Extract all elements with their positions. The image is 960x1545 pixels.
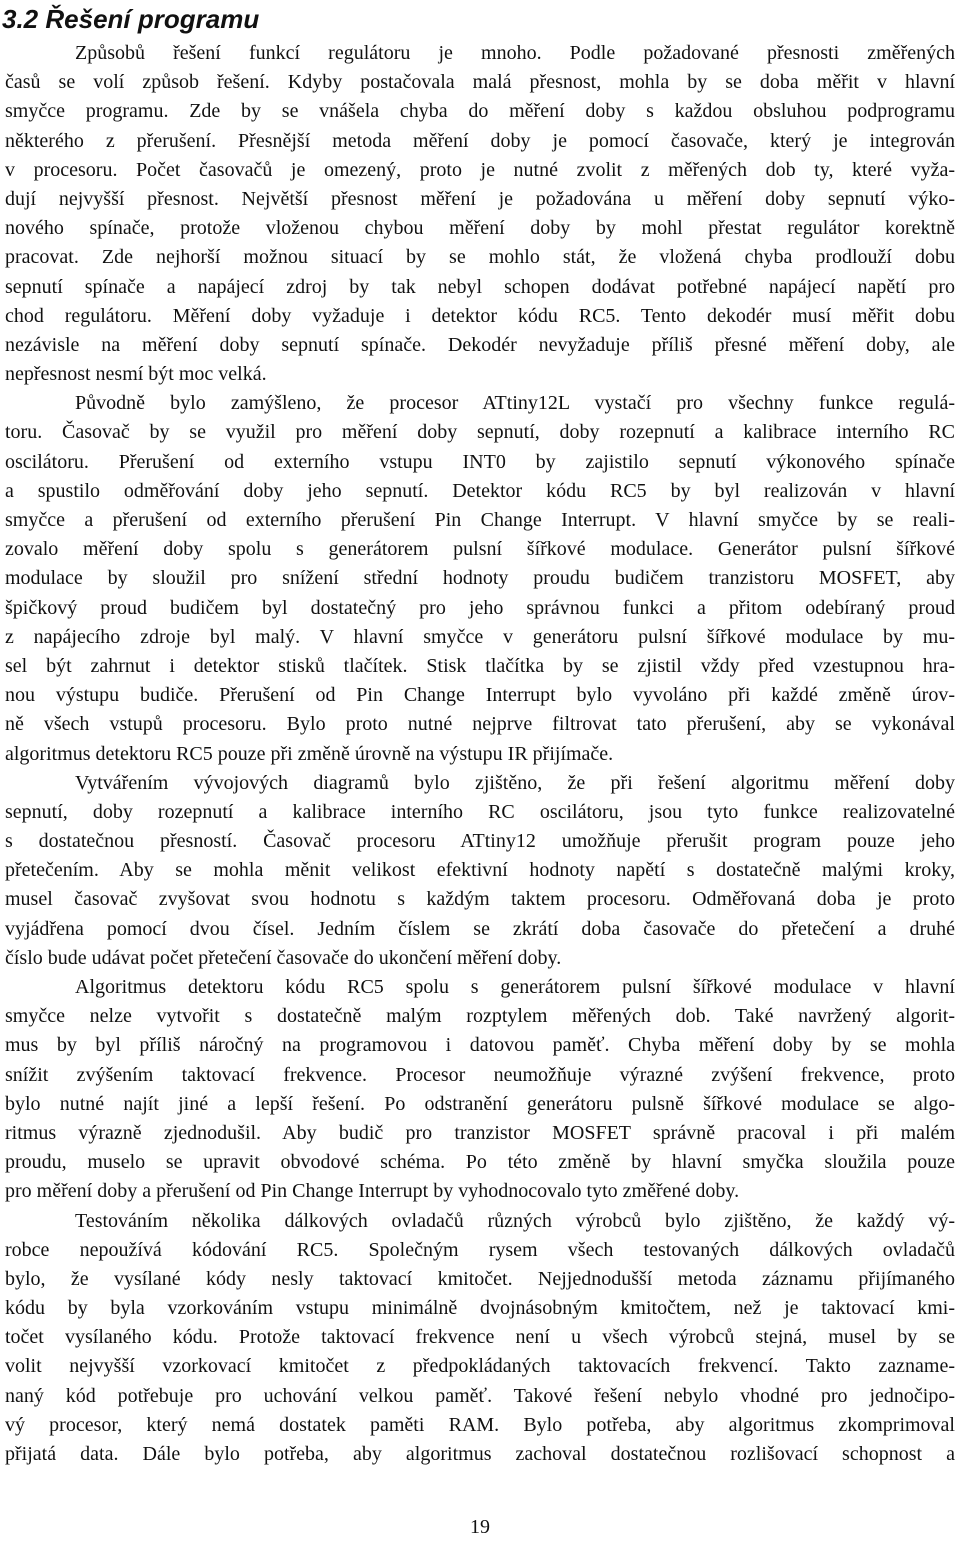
text-line: pro měření doby a přerušení od Pin Change Interrupt by vyhodnocovalo tyto změřené doby. — [5, 1180, 740, 1203]
text-line: snížit zvýšením taktovací frekvence. Procesor neumožňuje výrazné zvýšení frekvence, proto — [5, 1063, 955, 1086]
paragraph — [5, 973, 955, 1207]
text-line: Původně bylo zamýšleno, že procesor ATtiny12L vystačí pro všechny funkce regulá- — [75, 392, 955, 415]
text-line: z napájecího zdroje byl malý. V hlavní smyčce v generátoru pulsní šířkové modulace by mu- — [5, 625, 955, 648]
text-line: ritmus výrazně zjednodušil. Aby budič pro tranzistor MOSFET správně pracoval i při malém — [5, 1121, 955, 1144]
page-number: 19 — [470, 1516, 490, 1538]
text-line: ně všech vstupů procesoru. Bylo proto nutné nejprve filtrovat tato přerušení, aby se vykonával — [5, 713, 955, 736]
text-line: algoritmus detektoru RC5 pouze při změně úrovně na výstupu IR přijímače. — [5, 742, 614, 765]
text-line: volit nejvyšší vzorkovací kmitočet z předpokládaných taktovacích frekvencí. Takto zazname- — [5, 1355, 955, 1378]
text-line: dují nejvyšší přesnost. Největší přesnost měření je požadována u měření doby sepnutí výko- — [5, 187, 955, 210]
text-line: naný kód potřebuje pro uchování velkou paměť. Takové řešení nebylo vhodné pro jednočipo- — [5, 1384, 955, 1407]
paragraph — [5, 1207, 955, 1470]
text-line: bylo, že vysílané kódy nesly taktovací kmitočet. Nejjednodušší metoda záznamu přijímaného — [5, 1267, 955, 1290]
text-line: časů se volí způsob řešení. Kdyby postačovala malá přesnost, mohla by se doba měřit v hlavní — [5, 71, 955, 94]
text-line: číslo bude udávat počet přetečení časovače do ukončení měření doby. — [5, 946, 562, 969]
text-line: sepnutí spínače a napájecí zdroj by tak nebyl schopen dodávat potřebné napájecí napětí pro — [5, 275, 955, 298]
text-line: vý procesor, který nemá dostatek paměti RAM. Bylo potřeba, aby algoritmus zkomprimoval — [5, 1413, 955, 1436]
text-line: proudu, muselo se upravit obvodové schéma. Po této změně by hlavní smyčka sloužila pouze — [5, 1151, 955, 1174]
text-line: robce nepoužívá kódování RC5. Společným rysem všech testovaných dálkových ovladačů — [5, 1238, 955, 1261]
section-heading: 3.2 Řešení programu — [2, 4, 260, 34]
text-line: smyčce a přerušení od externího přerušení Pin Change Interrupt. V hlavní smyčce by se reali- — [5, 509, 955, 531]
text-line: přijatá data. Dále bylo potřeba, aby algoritmus zachoval dostatečnou rozlišovací schopnost a — [5, 1443, 955, 1465]
text-line: v procesoru. Počet časovačů je omezený, proto je nutné zvolit z měřených dob ty, které vyža- — [5, 158, 955, 181]
text-line: smyčce programu. Zde by se vnášela chyba do měření doby s každou obsluhou podprogramu — [5, 100, 955, 123]
text-line: nezávisle na měření doby sepnutí spínače. Dekodér nevyžaduje příliš přesné měření doby, ale — [5, 333, 955, 356]
text-line: smyčce nelze vytvořit s dostatečně malým rozptylem měřených dob. Také navržený algorit- — [5, 1005, 955, 1028]
text-line: Způsobů řešení funkcí regulátoru je mnoho. Podle požadované přesnosti změřených — [75, 42, 955, 64]
text-line: modulace by sloužil pro snížení střední hodnoty proudu budičem tranzistoru MOSFET, aby — [5, 567, 955, 590]
text-line: zovalo měření doby spolu s generátorem pulsní šířkové modulace. Generátor pulsní šířkové — [5, 538, 955, 561]
text-line: kódu by byla vzorkováním vstupu minimálně dvojnásobným kmitočtem, než je taktovací kmi- — [5, 1297, 955, 1320]
text-line: s dostatečnou přesností. Časovač procesoru ATtiny12 umožňuje přerušit program pouze jeho — [5, 830, 955, 853]
text-line: nepřesnost nesmí být moc velká. — [5, 363, 267, 386]
text-line: nového spínače, protože vloženou chybou měření doby by mohl přestat regulátor korektně — [5, 217, 955, 240]
body-text — [5, 39, 955, 1469]
paragraph — [5, 39, 955, 389]
text-line: točet vysílaného kódu. Protože taktovací frekvence není u všech výrobců stejná, musel by se — [5, 1326, 955, 1349]
text-line: oscilátoru. Přerušení od externího vstupu INT0 by zajistilo sepnutí výkonového spínače — [5, 450, 955, 473]
text-line: Algoritmus detektoru kódu RC5 spolu s generátorem pulsní šířkové modulace v hlavní — [75, 976, 955, 998]
text-line: Vytvářením vývojových diagramů bylo zjištěno, že při řešení algoritmu měření doby — [75, 771, 955, 794]
text-line: špičkový proud budičem byl dostatečný pro jeho správnou funkci a přitom odebíraný proud — [5, 596, 955, 619]
paragraph — [5, 769, 955, 973]
text-line: a spustilo odměřování doby jeho sepnutí. Detektor kódu RC5 by byl realizován v hlavní — [5, 479, 955, 502]
text-line: chod regulátoru. Měření doby vyžaduje i detektor kódu RC5. Tento dekodér musí měřit dobu — [5, 304, 955, 327]
text-line: sel být zahrnut i detektor stisků tlačítek. Stisk tlačítka by se zjistil vždy před vzestupnou hra- — [5, 654, 955, 677]
text-line: přetečením. Aby se mohla měnit velikost efektivní hodnoty napětí s dostatečně malými kroky, — [5, 859, 955, 882]
text-line: nou výstupu budiče. Přerušení od Pin Change Interrupt bylo vyvoláno při každé změně úrov- — [5, 684, 955, 707]
text-line: vyjádřena pomocí dvou čísel. Jedním číslem se zkrátí doba časovače do přetečení a druhé — [5, 917, 955, 940]
text-line: Testováním několika dálkových ovladačů různých výrobců bylo zjištěno, že každý vý- — [75, 1209, 955, 1232]
text-line: toru. Časovač by se využil pro měření doby sepnutí, doby rozepnutí a kalibrace interního RC — [5, 421, 955, 444]
text-line: musel časovač zvyšovat svou hodnotu s každým taktem procesoru. Odměřovaná doba je proto — [5, 888, 955, 911]
text-line: mus by byl příliš náročný na programovou i datovou paměť. Chyba měření doby by se mohla — [5, 1034, 955, 1057]
text-line: pracovat. Zde nejhorší možnou situací by se mohlo stát, že vložená chyba prodlouží dobu — [5, 246, 955, 269]
text-line: bylo nutné najít jiné a lepší řešení. Po odstranění generátoru pulsně šířkové modulace se algo- — [5, 1092, 955, 1115]
paragraph — [5, 389, 955, 768]
text-line: sepnutí, doby rozepnutí a kalibrace interního RC oscilátoru, jsou tyto funkce realizovatelné — [5, 800, 955, 823]
text-line: některého z přerušení. Přesnější metoda měření doby je pomocí časovače, který je integrován — [5, 129, 955, 152]
